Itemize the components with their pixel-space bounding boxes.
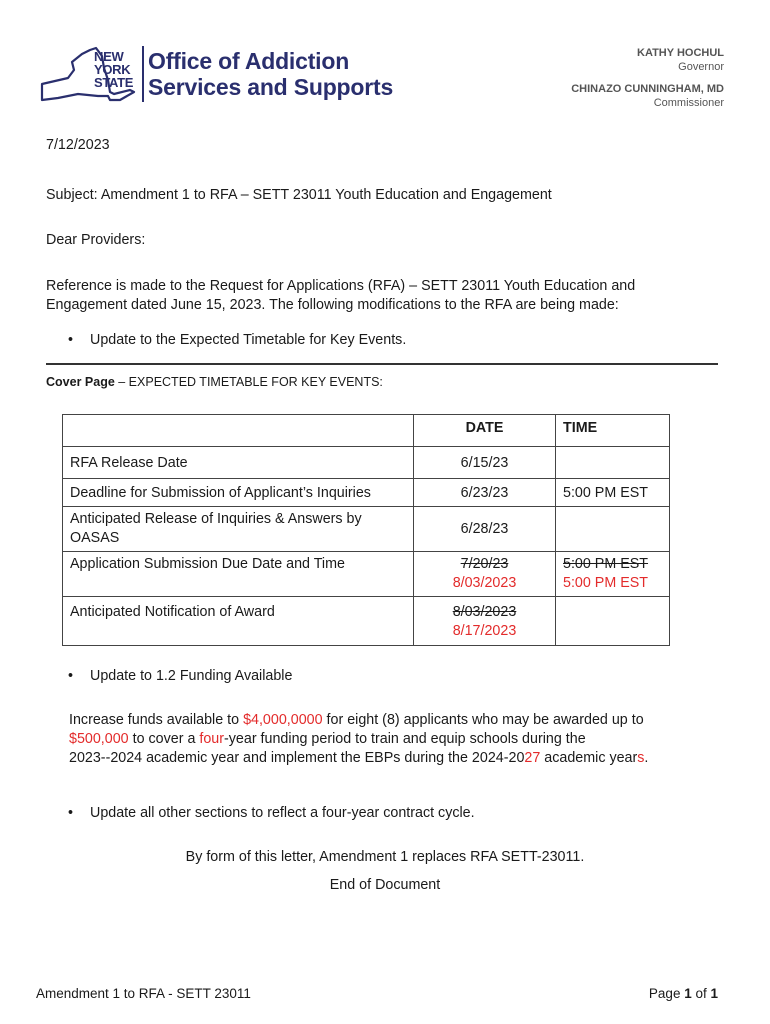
bullet-text: Update to 1.2 Funding Available [90,668,293,684]
funding-paragraph [69,711,648,768]
old-date: 7/20/23 [460,556,509,572]
header-cell-date: DATE [414,415,556,447]
logo-state-line2: YORK [94,62,131,77]
page-current: 1 [684,986,692,1001]
cover-page-rest: – EXPECTED TIMETABLE FOR KEY EVENTS: [114,375,383,389]
org-name-line2: Services and Supports [148,74,394,100]
time-cell [556,447,670,479]
event-cell: Anticipated Release of Inquiries & Answers by OASAS [63,507,414,552]
timetable-table [62,414,670,646]
old-date: 8/03/2023 [452,604,517,620]
bullet-icon: • [68,332,74,348]
table-row [63,552,670,597]
cover-page-heading [46,375,383,389]
date-cell [414,597,556,646]
funding-line1 [69,711,648,730]
event-cell: Anticipated Notification of Award [63,597,414,646]
time-cell: 5:00 PM EST [556,479,670,507]
page-word: Page [648,986,685,1001]
cover-page-label: Cover Page [46,375,115,389]
funding-text: for eight (8) applicants who may be awarded up to [322,712,644,728]
date-cell: 6/28/23 [414,507,556,552]
new-date: 8/17/2023 [452,623,517,639]
date-cell [414,552,556,597]
funding-text: . [644,750,649,766]
divider [46,363,718,365]
funding-text: Increase funds available to [69,712,244,728]
funding-term: four [199,731,225,747]
logo-state-wordmark [94,50,133,89]
funding-text: -year funding period to train and equip schools during the [224,731,586,747]
new-date: 8/03/2023 [452,575,517,591]
date-cell: 6/15/23 [414,447,556,479]
time-cell [556,597,670,646]
date-cell: 6/23/23 [414,479,556,507]
event-cell: Application Submission Due Date and Time [63,552,414,597]
bullet-text: Update all other sections to reflect a four-year contract cycle. [90,805,475,821]
funding-plural: s [637,750,645,766]
funding-text: 2023--2024 academic year and implement the EBPs during the 2024-20 [69,750,525,766]
closing-line: By form of this letter, Amendment 1 replaces RFA SETT-23011. [185,849,585,865]
logo-state-line3: STATE [94,75,134,90]
old-time: 5:00 PM EST [563,556,649,572]
bullet-contract-update [68,804,475,823]
funding-text: academic year [540,750,638,766]
governor-name: KATHY HOCHUL [637,47,724,59]
page-number [649,986,718,1001]
funding-line2 [69,730,648,749]
end-of-document: End of Document [329,877,441,893]
logo-divider [142,46,144,102]
letter-subject: Subject: Amendment 1 to RFA – SETT 23011 Youth Education and Engagement [46,187,552,203]
org-name [148,48,393,100]
bullet-timetable-update [68,331,407,350]
bullet-funding-update [68,667,293,686]
letter-date: 7/12/2023 [46,137,110,153]
funding-line3 [69,749,648,768]
logo-state-line1: NEW [94,49,124,64]
intro-line1: Reference is made to the Request for Applications (RFA) – SETT 23011 Youth Education and [46,278,636,294]
award-amount: $500,000 [69,731,129,747]
footer-doc-title: Amendment 1 to RFA - SETT 23011 [36,986,251,1001]
funding-year: 27 [524,750,541,766]
commissioner-title: Commissioner [653,97,724,109]
governor-block [637,46,724,74]
table-row [63,479,670,507]
table-header-row [63,415,670,447]
table-row [63,597,670,646]
header-cell-time: TIME [556,415,670,447]
commissioner-block [571,82,724,110]
event-cell: RFA Release Date [63,447,414,479]
time-cell [556,552,670,597]
governor-title: Governor [678,61,724,73]
event-cell: Deadline for Submission of Applicant’s Inquiries [63,479,414,507]
page-total: 1 [710,986,718,1001]
commissioner-name: CHINAZO CUNNINGHAM, MD [571,83,724,95]
intro-line2: Engagement dated June 15, 2023. The following modifications to the RFA are being made: [46,297,619,313]
time-cell [556,507,670,552]
table-row [63,507,670,552]
bullet-icon: • [68,805,74,821]
letter-intro [46,277,635,315]
funding-amount: $4,000,0000 [243,712,323,728]
header-cell-event [63,415,414,447]
funding-text: to cover a [128,731,200,747]
letter-salutation: Dear Providers: [46,232,146,248]
new-time: 5:00 PM EST [563,575,649,591]
bullet-text: Update to the Expected Timetable for Key Events. [90,332,407,348]
page-of: of [691,986,711,1001]
bullet-icon: • [68,668,74,684]
table-row [63,447,670,479]
org-name-line1: Office of Addiction [148,48,350,74]
